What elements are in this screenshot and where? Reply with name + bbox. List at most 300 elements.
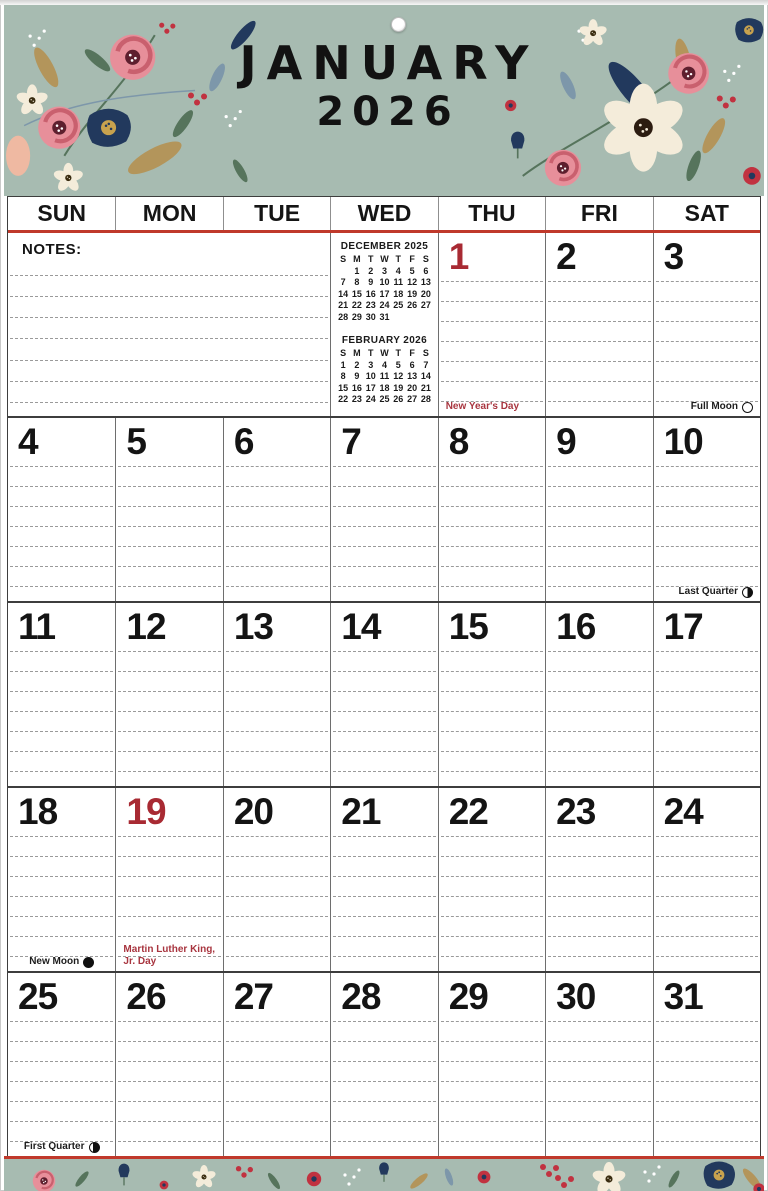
date-number: 8: [448, 421, 469, 462]
mini-calendars-cell: [330, 233, 437, 416]
ruled-line: [333, 731, 435, 732]
date-number: 18: [18, 791, 58, 832]
moon-phase-annotation: [8, 1141, 115, 1153]
date-number: 10: [663, 421, 703, 462]
ruled-line: [118, 486, 220, 487]
date-number: 25: [18, 976, 58, 1017]
ruled-line: [333, 771, 435, 772]
ruled-line: [226, 711, 328, 712]
ruled-line: [441, 836, 543, 837]
ruled-line: [441, 1081, 543, 1082]
mini-calendar-date: [336, 266, 350, 278]
ruled-line: [118, 526, 220, 527]
ruled-lines: [548, 281, 650, 402]
week-row-2: [8, 416, 760, 601]
ruled-line: [333, 936, 435, 937]
ruled-line: [333, 1121, 435, 1122]
ruled-line: [10, 671, 113, 672]
footer-floral-strip: [4, 1159, 764, 1191]
ruled-line: [10, 1041, 113, 1042]
date-number: 11: [18, 606, 56, 647]
ruled-line: [118, 916, 220, 917]
calendar-header: [4, 5, 764, 196]
ruled-line: [333, 751, 435, 752]
mini-calendar-dow: S: [422, 254, 429, 264]
ruled-lines: [656, 836, 758, 957]
week-row-1: [8, 233, 760, 416]
ruled-line: [656, 671, 758, 672]
ruled-line: [656, 711, 758, 712]
last-moon-icon: [742, 587, 753, 598]
ruled-line: [656, 301, 758, 302]
ruled-lines: [333, 651, 435, 772]
ruled-line: [226, 546, 328, 547]
mini-calendar-date: 14: [420, 371, 431, 381]
ruled-line: [10, 338, 328, 339]
ruled-line: [226, 1061, 328, 1062]
date-number: 5: [126, 421, 146, 462]
ruled-line: [441, 281, 543, 282]
ruled-line: [10, 691, 113, 692]
mini-calendar-dow: W: [380, 348, 389, 358]
ruled-line: [548, 916, 650, 917]
mini-calendar-date: 20: [407, 382, 418, 393]
mini-calendar-dow: W: [380, 254, 389, 264]
footer-floral-art: [4, 1159, 764, 1191]
ruled-line: [10, 506, 113, 507]
day-cell-4: [8, 418, 115, 601]
ruled-line: [441, 691, 543, 692]
ruled-line: [548, 486, 650, 487]
ruled-line: [333, 711, 435, 712]
ruled-line: [118, 896, 220, 897]
ruled-line: [118, 1081, 220, 1082]
ruled-lines: [656, 281, 758, 402]
date-number: 13: [233, 606, 273, 647]
mini-calendar-date: 5: [409, 265, 415, 276]
mini-calendar-date: 30: [365, 311, 376, 322]
ruled-line: [548, 671, 650, 672]
ruled-line: [118, 1121, 220, 1122]
mini-calendar-date: 25: [379, 394, 390, 404]
ruled-lines: [441, 281, 543, 402]
ruled-line: [10, 466, 113, 467]
moon-phase-annotation: [8, 956, 115, 968]
mini-calendar-date: 8: [340, 371, 346, 381]
day-cell-10: [653, 418, 760, 601]
ruled-line: [548, 401, 650, 402]
mini-calendar-date: 23: [351, 394, 362, 404]
weekday-tue: TUE: [223, 197, 330, 230]
ruled-lines: [118, 1021, 220, 1142]
ruled-line: [226, 1101, 328, 1102]
date-number: 17: [663, 606, 703, 647]
mini-calendar-date: 4: [395, 265, 401, 276]
weekday-thu: THU: [438, 197, 545, 230]
ruled-line: [656, 361, 758, 362]
ruled-line: [333, 526, 435, 527]
week-row-4: [8, 786, 760, 971]
mini-calendar-date: 31: [379, 311, 390, 322]
ruled-line: [441, 546, 543, 547]
mini-calendar-dow: M: [353, 254, 361, 264]
mini-calendar-date: 19: [407, 288, 418, 299]
ruled-line: [548, 936, 650, 937]
calendar-grid: [8, 233, 760, 1156]
mini-calendar-date: 20: [420, 288, 431, 299]
ruled-line: [333, 586, 435, 587]
ruled-line: [656, 876, 758, 877]
ruled-line: [548, 1021, 650, 1022]
ruled-line: [441, 1021, 543, 1022]
mini-calendar-date: [419, 312, 433, 324]
mini-calendar-dow: T: [395, 254, 402, 264]
ruled-line: [10, 651, 113, 652]
ruled-line: [118, 1101, 220, 1102]
ruled-line: [333, 506, 435, 507]
ruled-line: [441, 936, 543, 937]
ruled-line: [548, 341, 650, 342]
ruled-line: [10, 711, 113, 712]
mini-calendar: [336, 240, 433, 323]
day-cell-16: [545, 603, 652, 786]
calendar-title: [230, 36, 539, 137]
date-number: 2: [556, 236, 576, 277]
ruled-line: [441, 916, 543, 917]
ruled-lines: [656, 651, 758, 772]
ruled-line: [10, 1021, 113, 1022]
ruled-line: [548, 321, 650, 322]
ruled-line: [118, 546, 220, 547]
ruled-lines: [10, 651, 113, 772]
mini-calendar-grid: [336, 348, 433, 406]
notes-panel: [8, 233, 330, 416]
mini-calendar-date: 22: [338, 394, 349, 404]
ruled-lines: [548, 1021, 650, 1142]
mini-calendar-date: 23: [365, 300, 376, 310]
day-cell-31: [653, 973, 760, 1156]
ruled-line: [226, 771, 328, 772]
ruled-line: [333, 566, 435, 567]
mini-calendar-date: 2: [368, 265, 374, 276]
day-cell-3: [653, 233, 760, 416]
mini-calendar-date: 13: [420, 277, 431, 287]
ruled-line: [333, 466, 435, 467]
mini-calendar-date: 8: [354, 277, 360, 287]
ruled-line: [10, 771, 113, 772]
ruled-line: [10, 360, 328, 361]
ruled-line: [548, 856, 650, 857]
mini-calendar-date: 17: [379, 288, 390, 299]
ruled-line: [10, 1061, 113, 1062]
ruled-line: [656, 381, 758, 382]
date-number: 29: [448, 976, 488, 1017]
ruled-line: [548, 281, 650, 282]
ruled-line: [548, 956, 650, 957]
ruled-line: [548, 546, 650, 547]
hang-hole: [391, 17, 406, 32]
ruled-line: [226, 836, 328, 837]
ruled-lines: [548, 466, 650, 587]
ruled-line: [441, 956, 543, 957]
ruled-line: [548, 731, 650, 732]
ruled-line: [10, 546, 113, 547]
ruled-line: [441, 1041, 543, 1042]
mini-calendar-date: 24: [379, 300, 390, 310]
mini-calendar-date: 21: [420, 382, 431, 393]
mini-calendar: [336, 334, 433, 406]
weekday-fri: FRI: [545, 197, 652, 230]
ruled-line: [118, 586, 220, 587]
mini-calendar-date: 17: [365, 382, 376, 393]
ruled-lines: [333, 1021, 435, 1142]
date-number: 31: [663, 976, 703, 1017]
ruled-line: [333, 856, 435, 857]
mini-calendar-date: 18: [379, 382, 390, 393]
ruled-line: [333, 1081, 435, 1082]
ruled-lines: [333, 466, 435, 587]
mini-calendar-dow: S: [340, 348, 347, 358]
ruled-line: [10, 876, 113, 877]
ruled-line: [656, 936, 758, 937]
ruled-line: [10, 381, 328, 382]
ruled-line: [441, 651, 543, 652]
mini-calendar-date: 27: [420, 300, 431, 310]
ruled-line: [333, 1041, 435, 1042]
ruled-line: [656, 916, 758, 917]
ruled-lines: [656, 1021, 758, 1142]
ruled-line: [333, 651, 435, 652]
ruled-line: [548, 566, 650, 567]
ruled-line: [10, 731, 113, 732]
weekday-mon: MON: [115, 197, 222, 230]
ruled-lines: [656, 466, 758, 587]
ruled-line: [226, 876, 328, 877]
mini-calendar-date: 18: [393, 288, 404, 299]
ruled-line: [656, 546, 758, 547]
date-number: 23: [556, 791, 596, 832]
ruled-line: [10, 1121, 113, 1122]
ruled-line: [226, 1121, 328, 1122]
month-title: JANUARY: [239, 36, 539, 90]
ruled-line: [333, 546, 435, 547]
moon-phase-label: Last Quarter: [678, 586, 738, 597]
ruled-lines: [10, 275, 328, 403]
ruled-line: [548, 711, 650, 712]
ruled-line: [441, 526, 543, 527]
ruled-line: [333, 1021, 435, 1022]
ruled-line: [226, 691, 328, 692]
ruled-line: [10, 751, 113, 752]
day-cell-5: [115, 418, 222, 601]
mini-calendar-date: 3: [381, 265, 387, 276]
ruled-line: [118, 771, 220, 772]
ruled-line: [333, 1061, 435, 1062]
ruled-lines: [10, 1021, 113, 1142]
ruled-line: [656, 896, 758, 897]
mini-calendar-grid: [336, 254, 433, 323]
week-row-5: [8, 971, 760, 1156]
ruled-line: [656, 771, 758, 772]
ruled-line: [656, 731, 758, 732]
day-cell-24: [653, 788, 760, 971]
ruled-line: [656, 566, 758, 567]
ruled-line: [548, 876, 650, 877]
day-cell-7: [330, 418, 437, 601]
notes-label: NOTES:: [22, 241, 82, 258]
ruled-line: [226, 916, 328, 917]
ruled-line: [656, 526, 758, 527]
ruled-line: [10, 1081, 113, 1082]
weekday-wed: WED: [330, 197, 437, 230]
weekday-sun: SUN: [37, 200, 86, 226]
mini-calendar-date: 6: [423, 265, 429, 276]
ruled-line: [118, 1021, 220, 1022]
ruled-line: [333, 1101, 435, 1102]
day-cell-13: [223, 603, 330, 786]
day-cell-19: [115, 788, 222, 971]
ruled-lines: [118, 836, 220, 957]
day-cell-1: [438, 233, 545, 416]
mini-calendar-title: DECEMBER 2025: [340, 241, 429, 252]
ruled-line: [441, 856, 543, 857]
date-number: 27: [233, 976, 273, 1017]
mini-calendar-date: 24: [365, 394, 376, 404]
day-cell-21: [330, 788, 437, 971]
day-cell-28: [330, 973, 437, 1156]
mini-calendar-date: 7: [340, 277, 346, 287]
ruled-line: [10, 275, 328, 276]
ruled-line: [10, 936, 113, 937]
ruled-line: [441, 301, 543, 302]
ruled-line: [656, 651, 758, 652]
ruled-line: [118, 856, 220, 857]
mini-calendar-date: 9: [368, 277, 374, 287]
ruled-line: [226, 526, 328, 527]
mini-calendar-date: 5: [395, 359, 401, 370]
mini-calendar-date: 29: [351, 311, 362, 322]
ruled-line: [333, 956, 435, 957]
moon-phase-label: First Quarter: [23, 1141, 85, 1152]
ruled-line: [441, 876, 543, 877]
ruled-line: [10, 402, 328, 403]
ruled-line: [656, 466, 758, 467]
day-cell-26: [115, 973, 222, 1156]
ruled-line: [548, 771, 650, 772]
ruled-lines: [226, 836, 328, 957]
ruled-lines: [226, 466, 328, 587]
ruled-line: [333, 691, 435, 692]
ruled-line: [548, 896, 650, 897]
mini-calendar-date: 15: [338, 382, 349, 393]
ruled-line: [548, 526, 650, 527]
day-cell-15: [438, 603, 545, 786]
ruled-line: [441, 586, 543, 587]
mini-calendar-date: 10: [379, 277, 390, 287]
ruled-line: [10, 317, 328, 318]
ruled-line: [548, 301, 650, 302]
day-cell-17: [653, 603, 760, 786]
mini-calendar-date: 25: [393, 300, 404, 310]
ruled-line: [333, 1141, 435, 1142]
date-number: 4: [18, 421, 38, 462]
ruled-line: [226, 956, 328, 957]
mini-calendar-date: 15: [351, 288, 362, 299]
mini-calendar-date: 28: [338, 311, 349, 322]
ruled-line: [10, 566, 113, 567]
mini-calendar-dow: F: [409, 254, 415, 264]
mini-calendar-date: 19: [393, 382, 404, 393]
mini-calendar-date: [405, 312, 419, 324]
ruled-lines: [10, 836, 113, 957]
ruled-line: [441, 896, 543, 897]
ruled-line: [441, 1061, 543, 1062]
ruled-lines: [441, 836, 543, 957]
ruled-line: [548, 691, 650, 692]
ruled-line: [656, 1141, 758, 1142]
ruled-line: [226, 731, 328, 732]
mini-calendar-date: 9: [354, 371, 360, 381]
day-cell-27: [223, 973, 330, 1156]
ruled-line: [656, 956, 758, 957]
day-cell-11: [8, 603, 115, 786]
ruled-line: [656, 1081, 758, 1082]
ruled-line: [226, 506, 328, 507]
ruled-lines: [441, 1021, 543, 1142]
ruled-line: [118, 876, 220, 877]
mini-calendar-date: 28: [420, 394, 431, 404]
mini-calendar-dow: T: [367, 348, 374, 358]
mini-calendar-date: 26: [393, 394, 404, 404]
ruled-line: [441, 341, 543, 342]
ruled-line: [548, 1061, 650, 1062]
ruled-line: [118, 836, 220, 837]
ruled-line: [656, 751, 758, 752]
moon-phase-label: Full Moon: [690, 401, 738, 412]
ruled-line: [10, 486, 113, 487]
mini-calendar-date: 4: [381, 359, 387, 370]
ruled-line: [10, 916, 113, 917]
week-row-3: [8, 601, 760, 786]
ruled-line: [548, 466, 650, 467]
date-number: 7: [341, 421, 361, 462]
ruled-line: [548, 381, 650, 382]
mini-calendar-dow: M: [353, 348, 361, 358]
mini-calendar-dow: F: [409, 348, 415, 358]
date-number: 6: [233, 421, 254, 462]
year-title: 2026: [316, 89, 460, 136]
date-number: 15: [448, 606, 488, 647]
mini-calendar-date: 13: [407, 371, 418, 381]
ruled-line: [656, 836, 758, 837]
day-cell-2: [545, 233, 652, 416]
date-number: 21: [341, 791, 381, 832]
ruled-lines: [118, 651, 220, 772]
ruled-line: [441, 711, 543, 712]
ruled-line: [226, 486, 328, 487]
ruled-line: [118, 936, 220, 937]
ruled-line: [226, 586, 328, 587]
mini-calendar-date: 16: [351, 382, 362, 393]
mini-calendar-dow: T: [367, 254, 374, 264]
ruled-line: [548, 1041, 650, 1042]
ruled-line: [226, 751, 328, 752]
ruled-line: [548, 361, 650, 362]
date-number: 20: [233, 791, 273, 832]
date-number: 12: [126, 606, 166, 647]
day-cell-9: [545, 418, 652, 601]
day-cell-29: [438, 973, 545, 1156]
